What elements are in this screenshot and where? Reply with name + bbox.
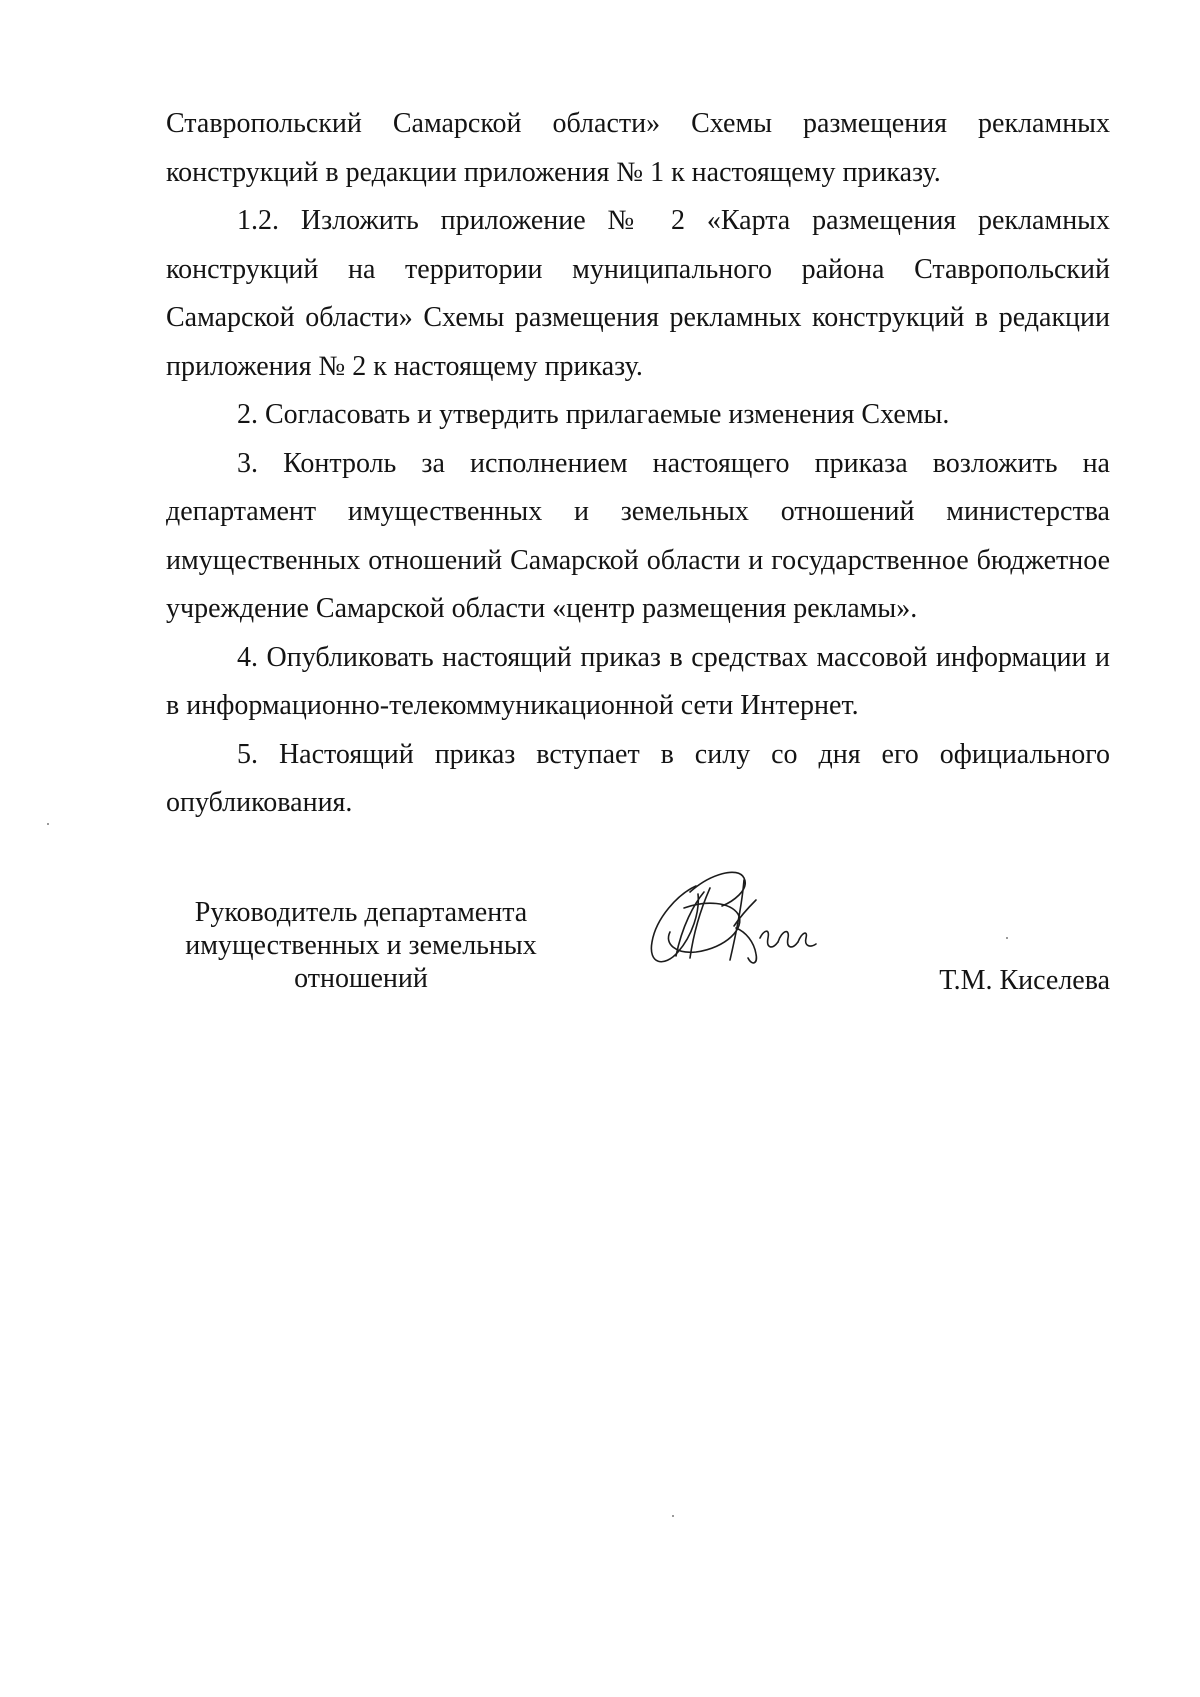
signer-position-line: отношений xyxy=(294,963,428,994)
signer-position-line: Руководитель департамента xyxy=(194,897,528,928)
signer-name: Т.М. Киселева xyxy=(939,965,1110,996)
paragraph-continuation: Ставропольский Самарской области» Схемы размещения рекламных конструкций в редакции приложения № 1 к настоящему приказу. xyxy=(166,108,1110,188)
paragraph-item-2: 2. Согласовать и утвердить прилагаемые изменения Схемы. xyxy=(237,399,950,430)
signer-position xyxy=(166,896,556,995)
paragraph-item-5: 5. Настоящий приказ вступает в силу со дня его официального опубликования. xyxy=(166,738,1110,818)
scan-speck xyxy=(47,823,49,825)
signer-position-line: имущественных и земельных xyxy=(185,930,537,961)
handwritten-signature xyxy=(626,856,866,986)
scan-speck xyxy=(1006,937,1008,939)
scan-speck xyxy=(672,1515,674,1517)
paragraph-item-3: 3. Контроль за исполнением настоящего приказа возложить на департамент имущественных и земельных отношений министерства имущественных отношений Самарской области и государственное бюджетное учреждение Самарской области «центр размещения рекламы». xyxy=(166,447,1110,624)
paragraph-item-4: 4. Опубликовать настоящий приказ в средствах массовой информации и в информационно-телекоммуникационной сети Интернет. xyxy=(166,641,1110,721)
document-body xyxy=(166,100,1110,828)
signature-block xyxy=(166,896,1110,1026)
paragraph-item-1-2: 1.2. Изложить приложение № 2 «Карта размещения рекламных конструкций на территории муниципального района Ставропольский Самарской области» Схемы размещения рекламных конструкций в редакции приложения № 2 к настоящему приказу. xyxy=(166,205,1110,382)
